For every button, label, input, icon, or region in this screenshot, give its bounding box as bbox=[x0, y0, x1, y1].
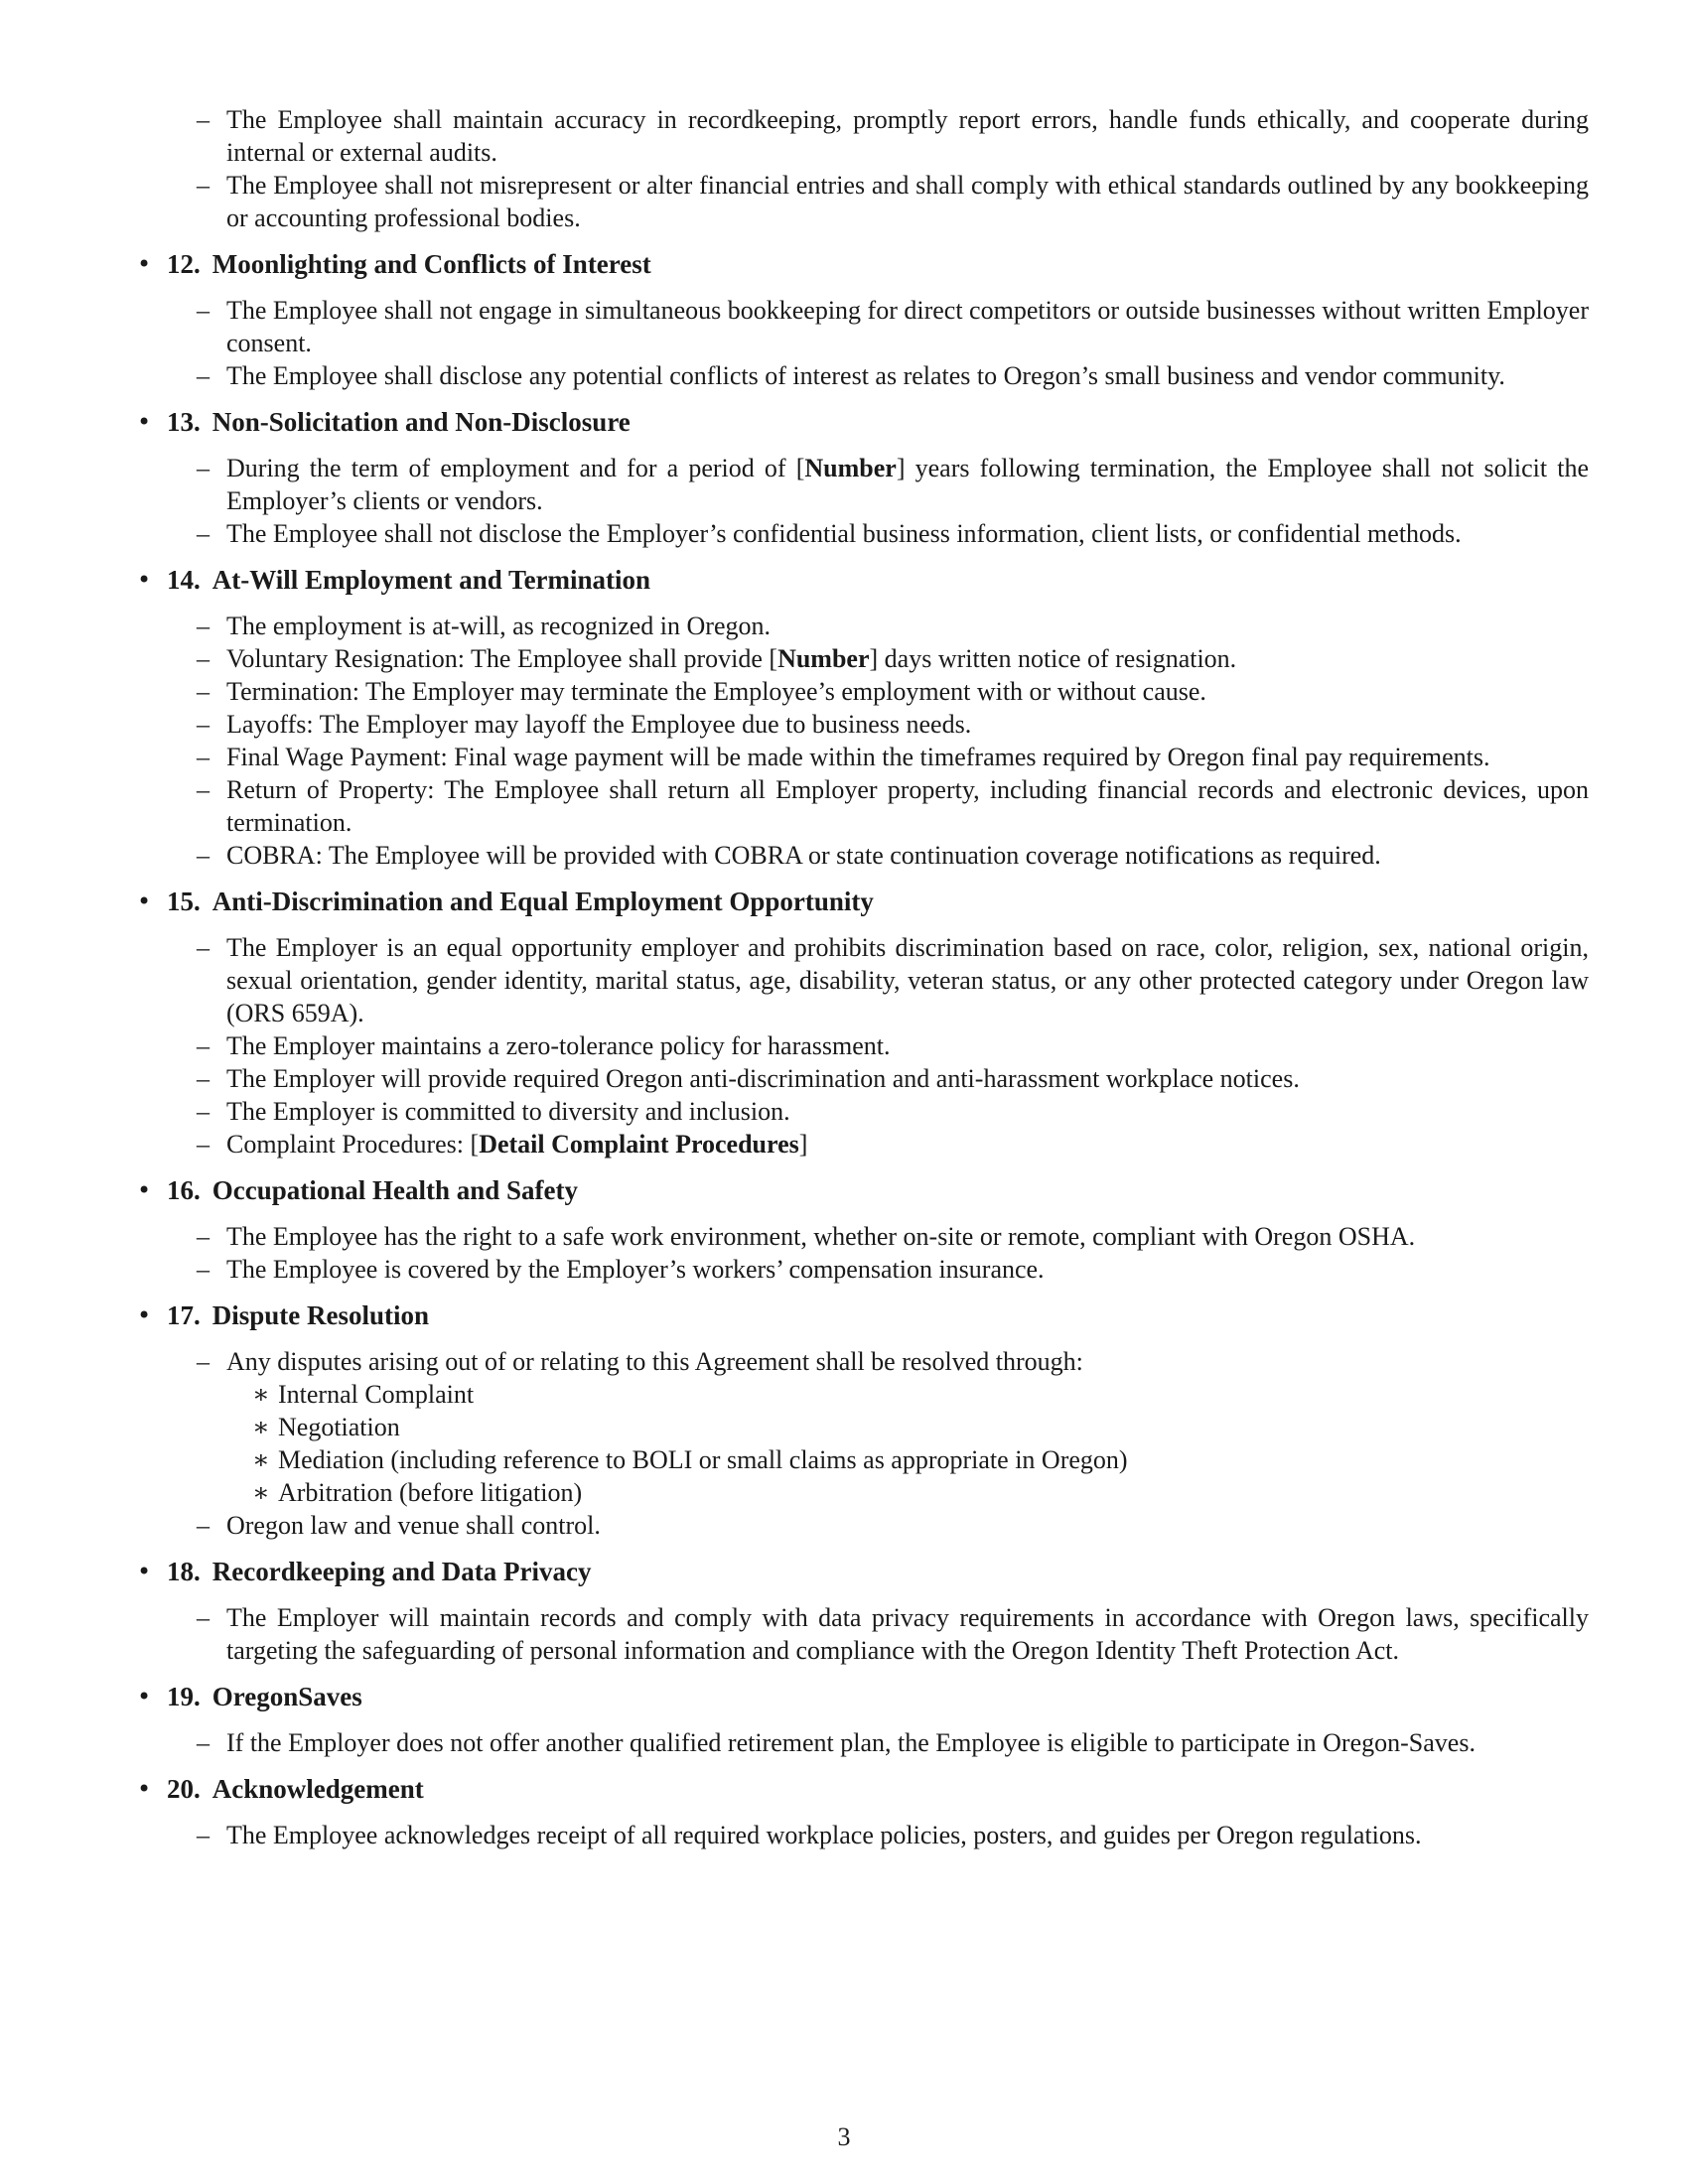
section-title bbox=[167, 1556, 591, 1587]
item-text-pre: During the term of employment and for a period of [ bbox=[226, 454, 805, 482]
item-text-pre: Complaint Procedures: [ bbox=[226, 1130, 480, 1159]
dash-marker: – bbox=[197, 1511, 210, 1540]
item-text: The Employee has the right to a safe work environment, whether on-site or remote, compliant with Oregon OSHA. bbox=[226, 1222, 1416, 1251]
section-number: 17. bbox=[167, 1300, 201, 1330]
item-text: The Employer maintains a zero-tolerance policy for harassment. bbox=[226, 1031, 891, 1060]
section-title bbox=[167, 1299, 429, 1331]
list-item bbox=[0, 773, 1688, 839]
item-text: Return of Property: The Employee shall return all Employer property, including financial records and electronic devices, upon termination. bbox=[226, 775, 1589, 837]
section-14 bbox=[0, 564, 1688, 872]
section-heading bbox=[0, 1174, 1688, 1206]
section-12 bbox=[0, 248, 1688, 392]
section-heading bbox=[0, 1773, 1688, 1805]
list-item bbox=[0, 452, 1688, 517]
dash-marker: – bbox=[197, 775, 210, 804]
section-title-text: Acknowledgement bbox=[211, 1774, 424, 1804]
sub-item-text: Negotiation bbox=[278, 1413, 400, 1441]
placeholder-bold: Number bbox=[777, 644, 870, 673]
list-item bbox=[0, 1253, 1688, 1286]
dash-marker: – bbox=[197, 1031, 210, 1060]
item-text-pre: Voluntary Resignation: The Employee shall provide [ bbox=[226, 644, 778, 673]
dash-marker: – bbox=[197, 361, 210, 390]
item-text: The Employee shall disclose any potential conflicts of interest as relates to Oregon’s small business and vendor community. bbox=[226, 361, 1505, 390]
item-text: The Employer is committed to diversity and inclusion. bbox=[226, 1097, 790, 1126]
item-text: COBRA: The Employee will be provided with COBRA or state continuation coverage notifications as required. bbox=[226, 841, 1381, 870]
bullet-marker: • bbox=[137, 1176, 152, 1204]
section-title bbox=[167, 886, 874, 917]
item-text-post: ] days written notice of resignation. bbox=[869, 644, 1237, 673]
dash-marker: – bbox=[197, 1130, 210, 1159]
list-item bbox=[0, 1601, 1688, 1667]
section-20 bbox=[0, 1773, 1688, 1851]
item-text: Any disputes arising out of or relating to this Agreement shall be resolved through: bbox=[226, 1347, 1083, 1376]
sub-item-text: Mediation (including reference to BOLI or small claims as appropriate in Oregon) bbox=[278, 1445, 1128, 1474]
item-text: The Employee is covered by the Employer’s workers’ compensation insurance. bbox=[226, 1255, 1045, 1284]
dash-marker: – bbox=[197, 841, 210, 870]
section-number: 18. bbox=[167, 1557, 201, 1586]
item-text: The employment is at-will, as recognized in Oregon. bbox=[226, 612, 772, 640]
list-item bbox=[0, 103, 1688, 169]
dash-marker: – bbox=[197, 743, 210, 771]
section-title-text: Dispute Resolution bbox=[211, 1300, 430, 1330]
section-heading bbox=[0, 248, 1688, 280]
section-number: 14. bbox=[167, 565, 201, 595]
list-item bbox=[0, 1726, 1688, 1759]
list-item bbox=[0, 610, 1688, 642]
section-number: 20. bbox=[167, 1774, 201, 1804]
section-title-text: At-Will Employment and Termination bbox=[211, 565, 651, 595]
sub-list-item bbox=[0, 1476, 1688, 1509]
section-title bbox=[167, 406, 631, 438]
item-text: If the Employer does not offer another qualified retirement plan, the Employee is eligible to participate in Oregon-Saves. bbox=[226, 1728, 1476, 1757]
section-number: 13. bbox=[167, 407, 201, 437]
bullet-marker: • bbox=[137, 1301, 152, 1329]
list-item bbox=[0, 741, 1688, 773]
placeholder-bold: Detail Complaint Procedures bbox=[479, 1130, 799, 1159]
sub-item-text: Internal Complaint bbox=[278, 1380, 475, 1409]
sub-list-item bbox=[0, 1378, 1688, 1411]
section-title-text: Anti-Discrimination and Equal Employment Opportunity bbox=[211, 887, 874, 916]
section-heading bbox=[0, 1299, 1688, 1331]
list-item bbox=[0, 517, 1688, 550]
section-number: 16. bbox=[167, 1175, 201, 1205]
item-text: The Employee shall not misrepresent or alter financial entries and shall comply with ethical standards outlined by any bookkeeping or accounting professional bodies. bbox=[226, 171, 1589, 232]
section-15 bbox=[0, 886, 1688, 1160]
list-item bbox=[0, 294, 1688, 359]
dash-marker: – bbox=[197, 612, 210, 640]
section-title-text: Moonlighting and Conflicts of Interest bbox=[211, 249, 651, 279]
item-text: The Employee acknowledges receipt of all required workplace policies, posters, and guides per Oregon regulations. bbox=[226, 1821, 1422, 1849]
section-19 bbox=[0, 1681, 1688, 1759]
item-text: Final Wage Payment: Final wage payment will be made within the timeframes required by Oregon final pay requirements. bbox=[226, 743, 1490, 771]
bullet-marker: • bbox=[137, 1558, 152, 1585]
section-title-text: Occupational Health and Safety bbox=[211, 1175, 579, 1205]
sub-item-text: Arbitration (before litigation) bbox=[278, 1478, 583, 1507]
bullet-marker: • bbox=[137, 566, 152, 594]
list-item bbox=[0, 708, 1688, 741]
dash-marker: – bbox=[197, 519, 210, 548]
list-item bbox=[0, 169, 1688, 234]
continuation-list bbox=[0, 103, 1688, 1851]
list-item bbox=[0, 1062, 1688, 1095]
dash-marker: – bbox=[197, 1222, 210, 1251]
item-text: Termination: The Employer may terminate the Employee’s employment with or without cause. bbox=[226, 677, 1206, 706]
dash-marker: – bbox=[197, 1347, 210, 1376]
dash-marker: – bbox=[197, 1821, 210, 1849]
list-item bbox=[0, 1029, 1688, 1062]
star-marker: ∗ bbox=[252, 1380, 270, 1409]
item-text: Layoffs: The Employer may layoff the Employee due to business needs. bbox=[226, 710, 972, 739]
dash-marker: – bbox=[197, 644, 210, 673]
dash-marker: – bbox=[197, 677, 210, 706]
list-item bbox=[0, 1220, 1688, 1253]
dash-marker: – bbox=[197, 1064, 210, 1093]
section-number: 15. bbox=[167, 887, 201, 916]
list-item bbox=[0, 642, 1688, 675]
list-item bbox=[0, 1128, 1688, 1160]
section-heading bbox=[0, 1556, 1688, 1587]
list-item bbox=[0, 1345, 1688, 1378]
star-marker: ∗ bbox=[252, 1445, 270, 1474]
section-number: 19. bbox=[167, 1682, 201, 1711]
item-text: The Employee shall maintain accuracy in recordkeeping, promptly report errors, handle funds ethically, and cooperate during internal or external audits. bbox=[226, 105, 1589, 167]
list-item bbox=[0, 1095, 1688, 1128]
dash-marker: – bbox=[197, 1097, 210, 1126]
list-item bbox=[0, 1819, 1688, 1851]
section-title-text: OregonSaves bbox=[211, 1682, 362, 1711]
item-text: Oregon law and venue shall control. bbox=[226, 1511, 601, 1540]
star-marker: ∗ bbox=[252, 1413, 270, 1441]
bullet-marker: • bbox=[137, 250, 152, 278]
item-text: The Employer will maintain records and comply with data privacy requirements in accordance with Oregon laws, specifically targeting the safeguarding of personal information and compliance with the Oregon Identity Theft Protection Act. bbox=[226, 1603, 1589, 1665]
dash-marker: – bbox=[197, 1255, 210, 1284]
section-title bbox=[167, 1174, 578, 1206]
bullet-marker: • bbox=[137, 408, 152, 436]
dash-marker: – bbox=[197, 933, 210, 962]
list-item bbox=[0, 931, 1688, 1029]
section-title bbox=[167, 248, 651, 280]
page-number: 3 bbox=[837, 2122, 851, 2151]
section-title-text: Recordkeeping and Data Privacy bbox=[211, 1557, 592, 1586]
item-text: The Employer will provide required Oregon anti-discrimination and anti-harassment workplace notices. bbox=[226, 1064, 1300, 1093]
dash-marker: – bbox=[197, 171, 210, 200]
section-16 bbox=[0, 1174, 1688, 1286]
sections-container bbox=[0, 248, 1688, 1851]
section-heading bbox=[0, 1681, 1688, 1712]
list-item bbox=[0, 839, 1688, 872]
section-number: 12. bbox=[167, 249, 201, 279]
section-heading bbox=[0, 886, 1688, 917]
section-title bbox=[167, 1681, 362, 1712]
section-title bbox=[167, 564, 650, 596]
section-title-text: Non-Solicitation and Non-Disclosure bbox=[211, 407, 631, 437]
section-13 bbox=[0, 406, 1688, 550]
section-heading bbox=[0, 406, 1688, 438]
item-text: The Employer is an equal opportunity employer and prohibits discrimination based on race, color, religion, sex, national origin, sexual orientation, gender identity, marital status, age, disability, veteran status, or any other protected category under Oregon law (ORS 659A). bbox=[226, 933, 1589, 1027]
section-title bbox=[167, 1773, 424, 1805]
item-text-post: ] bbox=[798, 1130, 808, 1159]
sub-list-item bbox=[0, 1443, 1688, 1476]
placeholder-bold: Number bbox=[804, 454, 897, 482]
sub-list-item bbox=[0, 1411, 1688, 1443]
dash-marker: – bbox=[197, 1728, 210, 1757]
bullet-marker: • bbox=[137, 887, 152, 915]
item-text: The Employee shall not engage in simultaneous bookkeeping for direct competitors or outside businesses without written Employer consent. bbox=[226, 296, 1589, 357]
item-text: The Employee shall not disclose the Employer’s confidential business information, client lists, or confidential methods. bbox=[226, 519, 1462, 548]
bullet-marker: • bbox=[137, 1683, 152, 1710]
dash-marker: – bbox=[197, 454, 210, 482]
list-item bbox=[0, 675, 1688, 708]
section-18 bbox=[0, 1556, 1688, 1667]
bullet-marker: • bbox=[137, 1775, 152, 1803]
item-text-post: ] years following termination, the Employee shall not solicit the Employer’s clients or vendors. bbox=[226, 454, 1589, 515]
star-marker: ∗ bbox=[252, 1478, 270, 1507]
section-17 bbox=[0, 1299, 1688, 1542]
dash-marker: – bbox=[197, 710, 210, 739]
dash-marker: – bbox=[197, 1603, 210, 1632]
dash-marker: – bbox=[197, 296, 210, 325]
list-item bbox=[0, 359, 1688, 392]
section-heading bbox=[0, 564, 1688, 596]
list-item bbox=[0, 1509, 1688, 1542]
dash-marker: – bbox=[197, 105, 210, 134]
